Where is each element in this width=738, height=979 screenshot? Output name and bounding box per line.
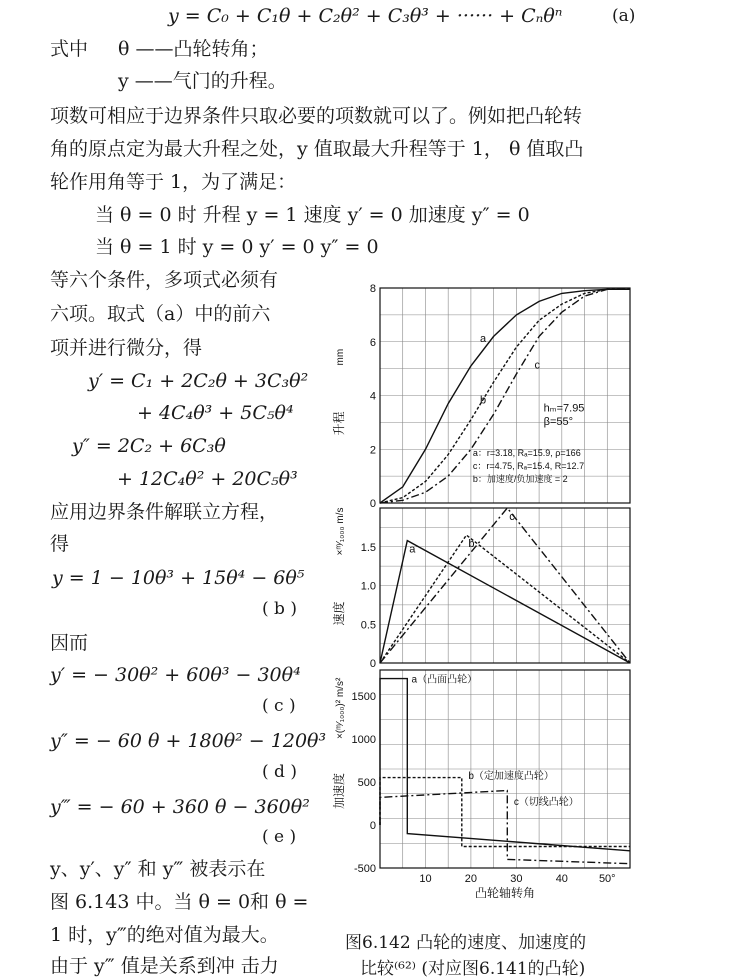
cam-comparison-chart <box>315 278 645 898</box>
equation-b: y = 1 − 10θ³ + 15θ⁴ − 6θ⁵ <box>52 567 305 589</box>
definition-prefix: 式中 <box>50 38 89 60</box>
lift-legend-entry: c：r=4.75, Rₐ=15.4, R=12.7 <box>472 460 585 471</box>
acceleration-series-c <box>380 791 630 864</box>
velocity-series-label-b: b <box>468 538 475 551</box>
paragraph-line-1: 项数可相应于边界条件只取必要的项数就可以了。例如把凸轮转 <box>50 105 583 127</box>
acceleration-series-b <box>380 778 630 847</box>
tail-line-4: 由于 y‴ 值是关系到冲 击力 <box>50 955 279 977</box>
equation-a: y = C₀ + C₁θ + C₂θ² + C₃θ³ + ······ + Cₙθⁿ <box>168 5 563 27</box>
velocity-y-tick-label: 0 <box>369 658 376 670</box>
acceleration-series-label-b: b（定加速度凸轮） <box>468 771 554 783</box>
velocity-series-label-c: c <box>509 511 515 523</box>
lift-annotation-hm: hₘ=7.95 <box>543 402 585 415</box>
lift-series-label-a: a <box>480 332 487 345</box>
x-tick-label: 20 <box>464 873 478 885</box>
tail-line-3: 1 时，y‴的绝对值为最大。 <box>50 924 279 946</box>
lift-y-tick-label: 8 <box>369 283 376 295</box>
equation-c: y′ = − 30θ² + 60θ³ − 30θ⁴ <box>50 664 301 686</box>
definition-theta: θ ——凸轮转角； <box>118 38 269 60</box>
left-text-line-1: 等六个条件，多项式必须有 <box>50 269 279 291</box>
velocity-y-axis-unit: ×ᵐ⁄₁₀₀₀ m/s <box>335 507 346 556</box>
x-tick-label: 30 <box>510 873 523 885</box>
derivative-2-line-2: + 12C₄θ² + 20C₅θ³ <box>117 468 298 490</box>
acceleration-y-tick-label: 0 <box>369 819 376 832</box>
acceleration-y-tick-label: 1000 <box>351 733 376 746</box>
x-tick-label: 50° <box>598 873 616 885</box>
equation-e-tag: ( e ) <box>262 827 297 847</box>
solve-line-1: 应用边界条件解联立方程， <box>50 501 279 523</box>
equation-c-tag: ( c ) <box>262 696 296 716</box>
acceleration-y-tick-label: 1500 <box>351 690 376 703</box>
definition-y: y ——气门的升程。 <box>118 70 287 92</box>
derivative-2-line-1: y″ = 2C₂ + 6C₃θ <box>72 435 226 457</box>
lift-legend-entry: b：加速度/负加速度 = 2 <box>472 473 568 484</box>
lift-y-tick-label: 4 <box>369 390 376 403</box>
equation-b-tag: ( b ) <box>262 599 297 619</box>
equation-e: y‴ = − 60 + 360 θ − 360θ² <box>50 796 310 818</box>
therefore-label: 因而 <box>50 632 89 654</box>
figure-caption-line-2: 比较⁽⁶²⁾ (对应图6.141的凸轮) <box>360 959 586 979</box>
lift-annotation-beta: β=55° <box>543 416 574 429</box>
acceleration-y-tick-label: 500 <box>357 776 376 789</box>
derivative-1-line-1: y′ = C₁ + 2C₂θ + 3C₃θ² <box>88 370 309 392</box>
velocity-y-tick-label: 1.5 <box>360 541 376 554</box>
derivative-1-line-2: + 4C₄θ³ + 5C₅θ⁴ <box>137 402 294 424</box>
lift-series-label-b: b <box>480 394 487 407</box>
x-axis-label: 凸轮轴转角 <box>474 886 536 898</box>
velocity-series-label-a: a <box>409 543 416 556</box>
acceleration-y-axis-label: 加速度 <box>332 772 346 809</box>
velocity-y-tick-label: 0.5 <box>360 619 376 632</box>
solve-line-2: 得 <box>50 533 70 555</box>
tail-line-1: y、y′、y″ 和 y‴ 被表示在 <box>50 858 266 880</box>
velocity-y-axis-label: 速度 <box>332 601 346 626</box>
lift-y-axis-label: 升程 <box>332 411 346 436</box>
lift-y-axis-unit: mm <box>335 348 346 366</box>
velocity-y-tick-label: 1.0 <box>360 580 376 593</box>
paragraph-line-3: 轮作用角等于 1，为了满足： <box>50 171 297 193</box>
lift-y-tick-label: 0 <box>369 498 376 510</box>
acceleration-y-axis-unit: ×(ᵐ⁄₁₀₀₀)² m/s² <box>335 677 346 739</box>
equation-d-tag: ( d ) <box>262 762 297 782</box>
tail-line-2: 图 6.143 中。当 θ = 0和 θ = <box>50 891 309 913</box>
boundary-condition-2: 当 θ = 1 时 y = 0 y′ = 0 y″ = 0 <box>95 236 379 258</box>
acceleration-series-a <box>380 679 630 851</box>
equation-d: y″ = − 60 θ + 180θ² − 120θ³ <box>50 730 327 752</box>
lift-legend-entry: a：r=3.18, Rₐ=15.9, ρ=166 <box>472 447 581 458</box>
acceleration-series-label-a: a（凸面凸轮） <box>411 674 478 686</box>
boundary-condition-1: 当 θ = 0 时 升程 y = 1 速度 y′ = 0 加速度 y″ = 0 <box>95 204 530 226</box>
x-tick-label: 10 <box>419 873 432 885</box>
left-text-line-3: 项并进行微分，得 <box>50 337 203 359</box>
lift-y-tick-label: 2 <box>369 444 376 457</box>
equation-a-tag: (a) <box>612 6 636 26</box>
figure-caption-line-1: 图6.142 凸轮的速度、加速度的 <box>345 933 587 953</box>
x-tick-label: 40 <box>555 873 568 885</box>
acceleration-series-label-c: c（切线凸轮） <box>513 796 579 808</box>
lift-series-label-c: c <box>534 359 541 372</box>
paragraph-line-2: 角的原点定为最大升程之处，y 值取最大升程等于 1， θ 值取凸 <box>50 138 584 160</box>
velocity-series-a <box>380 541 630 663</box>
left-text-line-2: 六项。取式（a）中的前六 <box>50 303 271 325</box>
lift-y-tick-label: 6 <box>369 336 376 349</box>
acceleration-y-tick-label: -500 <box>353 863 376 875</box>
